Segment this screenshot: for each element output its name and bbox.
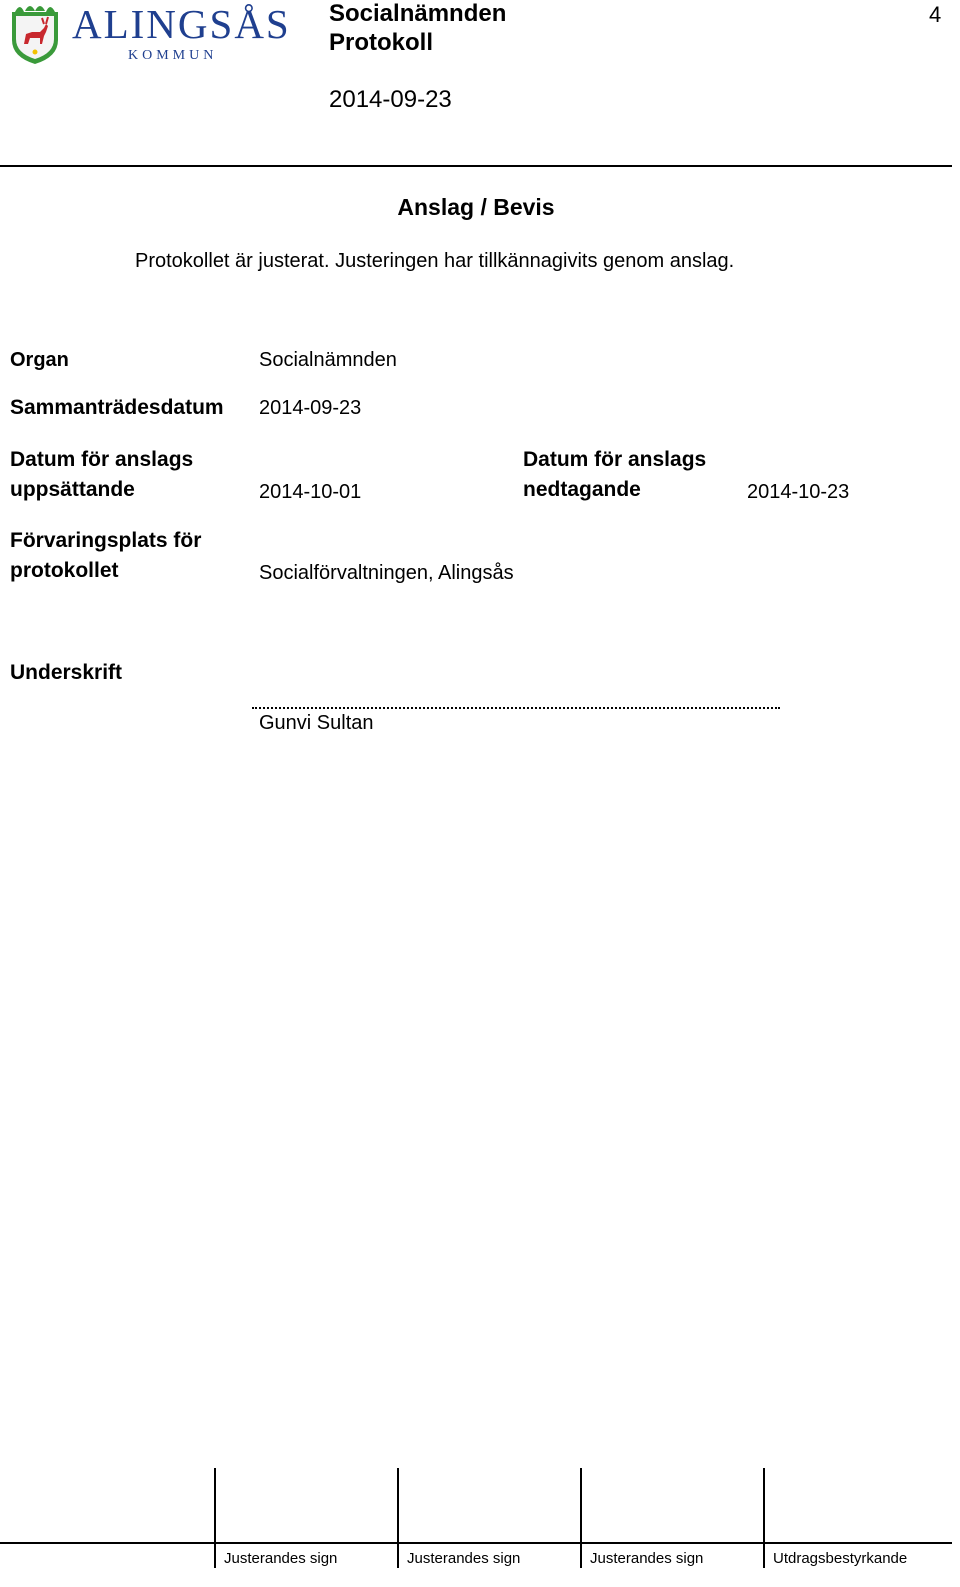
intro-text: Protokollet är justerat. Justeringen har tillkännagivits genom anslag. xyxy=(135,250,735,272)
signature-line xyxy=(252,707,780,709)
header-divider xyxy=(0,165,952,167)
footer-sign-label: Justerandes sign xyxy=(590,1550,704,1567)
committee-name: Socialnämnden xyxy=(329,0,507,27)
footer-sign-label: Justerandes sign xyxy=(224,1550,338,1567)
posting-date-value: 2014-10-01 xyxy=(259,481,362,503)
header-date: 2014-09-23 xyxy=(329,86,452,113)
storage-label-line1: Förvaringsplats för xyxy=(10,529,202,552)
posting-date-label-line1: Datum för anslags xyxy=(10,448,194,471)
signature-label: Underskrift xyxy=(10,661,123,684)
logo-text: ALINGSÅS xyxy=(72,1,291,47)
alingsas-kommun-logo xyxy=(10,1,291,66)
removal-date-label-line2: nedtagande xyxy=(523,478,641,501)
footer-sign-label: Justerandes sign xyxy=(407,1550,521,1567)
storage-label-line2: protokollet xyxy=(10,559,119,582)
removal-date-value: 2014-10-23 xyxy=(747,481,850,503)
storage-value: Socialförvaltningen, Alingsås xyxy=(259,562,514,584)
organ-value: Socialnämnden xyxy=(259,349,397,371)
logo-subtext: KOMMUN xyxy=(128,48,218,63)
footer-certification-label: Utdragsbestyrkande xyxy=(773,1550,908,1567)
posting-date-label-line2: uppsättande xyxy=(10,478,135,501)
footer-column-divider xyxy=(214,1468,216,1568)
removal-date-label-line1: Datum för anslags xyxy=(523,448,707,471)
section-heading: Anslag / Bevis xyxy=(397,194,555,220)
footer-column-divider xyxy=(397,1468,399,1568)
organ-label: Organ xyxy=(10,349,69,371)
meeting-date-value: 2014-09-23 xyxy=(259,397,362,419)
page-number: 4 xyxy=(929,2,942,27)
meeting-date-label: Sammanträdesdatum xyxy=(10,396,224,419)
footer-column-divider xyxy=(580,1468,582,1568)
signatory-name: Gunvi Sultan xyxy=(259,712,374,734)
document-type: Protokoll xyxy=(329,29,434,56)
footer-divider xyxy=(0,1542,952,1544)
footer-column-divider xyxy=(763,1468,765,1568)
